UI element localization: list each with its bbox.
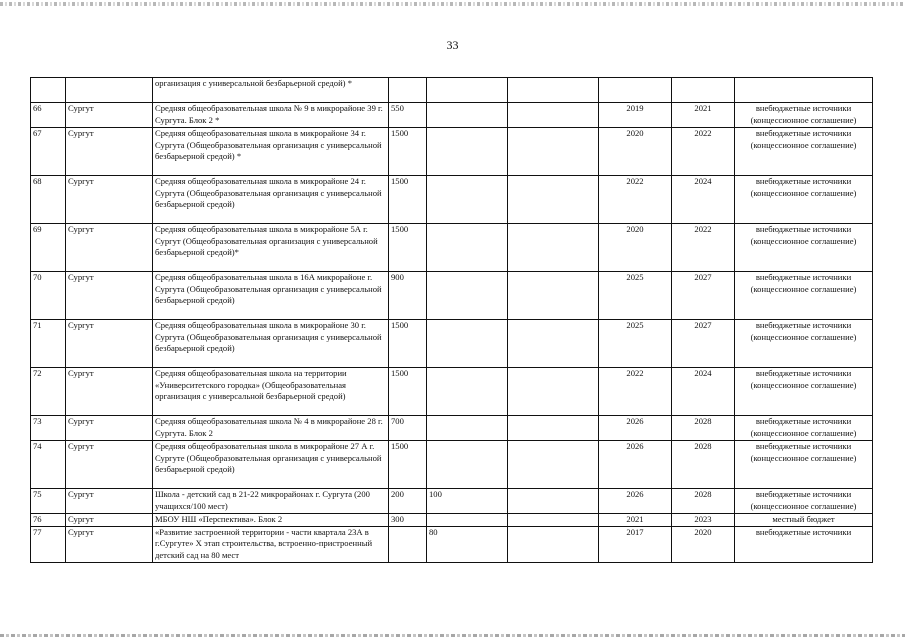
row-capacity-preschool [427, 176, 508, 224]
table-row [31, 526, 873, 562]
row-capacity-preschool: 100 [427, 489, 508, 514]
table-row [31, 368, 873, 416]
row-empty-cell [508, 128, 599, 176]
row-capacity-places: 700 [389, 416, 427, 441]
row-capacity-preschool [427, 272, 508, 320]
row-object-name: Средняя общеобразовательная школа в 16А микрорайоне г. Сургута (Общеобразовательная организация с универсальной безбарьерной средой) [153, 272, 389, 320]
row-city: Сургут [66, 320, 153, 368]
row-end-year: 2028 [672, 416, 735, 441]
row-empty-cell [508, 320, 599, 368]
page-number: 33 [446, 38, 459, 52]
row-city: Сургут [66, 368, 153, 416]
row-start-year: 2026 [599, 441, 672, 489]
row-number: 66 [31, 103, 66, 128]
row-city: Сургут [66, 514, 153, 527]
row-empty-cell [508, 416, 599, 441]
row-end-year: 2022 [672, 128, 735, 176]
row-capacity-places: 1500 [389, 441, 427, 489]
row-empty-cell [508, 272, 599, 320]
row-empty-cell [508, 441, 599, 489]
row-city: Сургут [66, 489, 153, 514]
row-number: 77 [31, 526, 66, 562]
row-funding-source: внебюджетные источники (концессионное соглашение) [735, 320, 873, 368]
row-capacity-places: 200 [389, 489, 427, 514]
row-start-year: 2017 [599, 526, 672, 562]
row-object-name: Школа - детский сад в 21-22 микрорайонах г. Сургута (200 учащихся/100 мест) [153, 489, 389, 514]
table-row [31, 78, 873, 103]
row-start-year: 2020 [599, 224, 672, 272]
row-city: Сургут [66, 176, 153, 224]
row-object-name: Средняя общеобразовательная школа в микрорайоне 27 А г. Сургуте (Общеобразовательная организация с универсальной безбарьерной средой) [153, 441, 389, 489]
row-funding-source: местный бюджет [735, 514, 873, 527]
row-end-year: 2024 [672, 176, 735, 224]
row-start-year: 2022 [599, 176, 672, 224]
row-number: 67 [31, 128, 66, 176]
row-capacity-places: 1500 [389, 224, 427, 272]
row-object-name: МБОУ НШ «Перспектива». Блок 2 [153, 514, 389, 527]
row-empty-cell [508, 176, 599, 224]
row-start-year: 2026 [599, 489, 672, 514]
table-row [31, 176, 873, 224]
row-empty-cell [508, 514, 599, 527]
row-funding-source: внебюджетные источники (концессионное соглашение) [735, 128, 873, 176]
row-empty-cell [508, 489, 599, 514]
row-capacity-places: 1500 [389, 176, 427, 224]
table-row [31, 320, 873, 368]
row-number [31, 78, 66, 103]
row-funding-source: внебюджетные источники (концессионное соглашение) [735, 103, 873, 128]
row-capacity-preschool [427, 224, 508, 272]
row-funding-source: внебюджетные источники (концессионное соглашение) [735, 176, 873, 224]
row-object-name: Средняя общеобразовательная школа в микрорайоне 5А г. Сургут (Общеобразовательная организация с универсальной безбарьерной средой)* [153, 224, 389, 272]
row-object-name: Средняя общеобразовательная школа на территории «Университетского городка» (Общеобразовательная организация с универсальной безбарьерной средой) [153, 368, 389, 416]
row-capacity-places: 550 [389, 103, 427, 128]
row-capacity-places: 1500 [389, 320, 427, 368]
row-capacity-preschool [427, 368, 508, 416]
row-funding-source [735, 78, 873, 103]
row-funding-source: внебюджетные источники (концессионное соглашение) [735, 441, 873, 489]
row-empty-cell [508, 224, 599, 272]
row-empty-cell [508, 78, 599, 103]
row-start-year [599, 78, 672, 103]
row-end-year: 2021 [672, 103, 735, 128]
row-funding-source: внебюджетные источники (концессионное соглашение) [735, 224, 873, 272]
row-object-name: Средняя общеобразовательная школа в микрорайоне 34 г. Сургута (Общеобразовательная организация с универсальной безбарьерной средой) * [153, 128, 389, 176]
row-number: 69 [31, 224, 66, 272]
table-row [31, 489, 873, 514]
row-capacity-preschool [427, 128, 508, 176]
row-city: Сургут [66, 224, 153, 272]
table-row [31, 416, 873, 441]
table-row [31, 272, 873, 320]
row-object-name: «Развитие застроенной территории - части квартала 23А в г.Сургуте» Х этап строительства, встроенно-пристроенный детский сад на 80 мест [153, 526, 389, 562]
table-row [31, 224, 873, 272]
row-empty-cell [508, 368, 599, 416]
row-number: 71 [31, 320, 66, 368]
scan-bottom-edge [0, 634, 905, 637]
row-object-name: Средняя общеобразовательная школа в микрорайоне 24 г. Сургута (Общеобразовательная организация с универсальной безбарьерной средой) [153, 176, 389, 224]
row-end-year: 2023 [672, 514, 735, 527]
row-number: 76 [31, 514, 66, 527]
row-number: 74 [31, 441, 66, 489]
row-end-year [672, 78, 735, 103]
row-capacity-places: 900 [389, 272, 427, 320]
row-city: Сургут [66, 441, 153, 489]
row-number: 68 [31, 176, 66, 224]
row-capacity-preschool [427, 103, 508, 128]
row-city: Сургут [66, 272, 153, 320]
row-number: 73 [31, 416, 66, 441]
row-object-name: Средняя общеобразовательная школа в микрорайоне 30 г. Сургута (Общеобразовательная организация с универсальной безбарьерной средой) [153, 320, 389, 368]
row-funding-source: внебюджетные источники (концессионное соглашение) [735, 489, 873, 514]
row-capacity-preschool [427, 320, 508, 368]
row-start-year: 2025 [599, 320, 672, 368]
row-start-year: 2020 [599, 128, 672, 176]
row-start-year: 2022 [599, 368, 672, 416]
row-capacity-preschool [427, 441, 508, 489]
row-end-year: 2027 [672, 272, 735, 320]
row-capacity-preschool [427, 78, 508, 103]
row-city: Сургут [66, 128, 153, 176]
row-end-year: 2024 [672, 368, 735, 416]
row-empty-cell [508, 103, 599, 128]
row-start-year: 2025 [599, 272, 672, 320]
table-row [31, 103, 873, 128]
row-start-year: 2021 [599, 514, 672, 527]
row-capacity-places [389, 526, 427, 562]
row-end-year: 2022 [672, 224, 735, 272]
row-end-year: 2028 [672, 489, 735, 514]
row-capacity-places: 1500 [389, 368, 427, 416]
row-end-year: 2027 [672, 320, 735, 368]
table-body [31, 78, 873, 563]
scan-top-edge [0, 2, 905, 6]
row-object-name: организация с универсальной безбарьерной средой) * [153, 78, 389, 103]
row-end-year: 2020 [672, 526, 735, 562]
row-start-year: 2026 [599, 416, 672, 441]
table-row [31, 128, 873, 176]
table-row [31, 441, 873, 489]
row-number: 70 [31, 272, 66, 320]
row-capacity-places: 1500 [389, 128, 427, 176]
row-capacity-preschool [427, 514, 508, 527]
row-number: 75 [31, 489, 66, 514]
row-number: 72 [31, 368, 66, 416]
row-object-name: Средняя общеобразовательная школа № 4 в микрорайоне 28 г. Сургута. Блок 2 [153, 416, 389, 441]
objects-table [30, 77, 873, 563]
row-funding-source: внебюджетные источники [735, 526, 873, 562]
row-capacity-preschool: 80 [427, 526, 508, 562]
row-capacity-places [389, 78, 427, 103]
row-funding-source: внебюджетные источники (концессионное соглашение) [735, 368, 873, 416]
row-start-year: 2019 [599, 103, 672, 128]
row-capacity-places: 300 [389, 514, 427, 527]
row-end-year: 2028 [672, 441, 735, 489]
row-funding-source: внебюджетные источники (концессионное соглашение) [735, 272, 873, 320]
table-row [31, 514, 873, 527]
row-city: Сургут [66, 416, 153, 441]
row-city [66, 78, 153, 103]
row-city: Сургут [66, 103, 153, 128]
row-object-name: Средняя общеобразовательная школа № 9 в микрорайоне 39 г. Сургута. Блок 2 * [153, 103, 389, 128]
row-city: Сургут [66, 526, 153, 562]
row-capacity-preschool [427, 416, 508, 441]
row-empty-cell [508, 526, 599, 562]
row-funding-source: внебюджетные источники (концессионное соглашение) [735, 416, 873, 441]
